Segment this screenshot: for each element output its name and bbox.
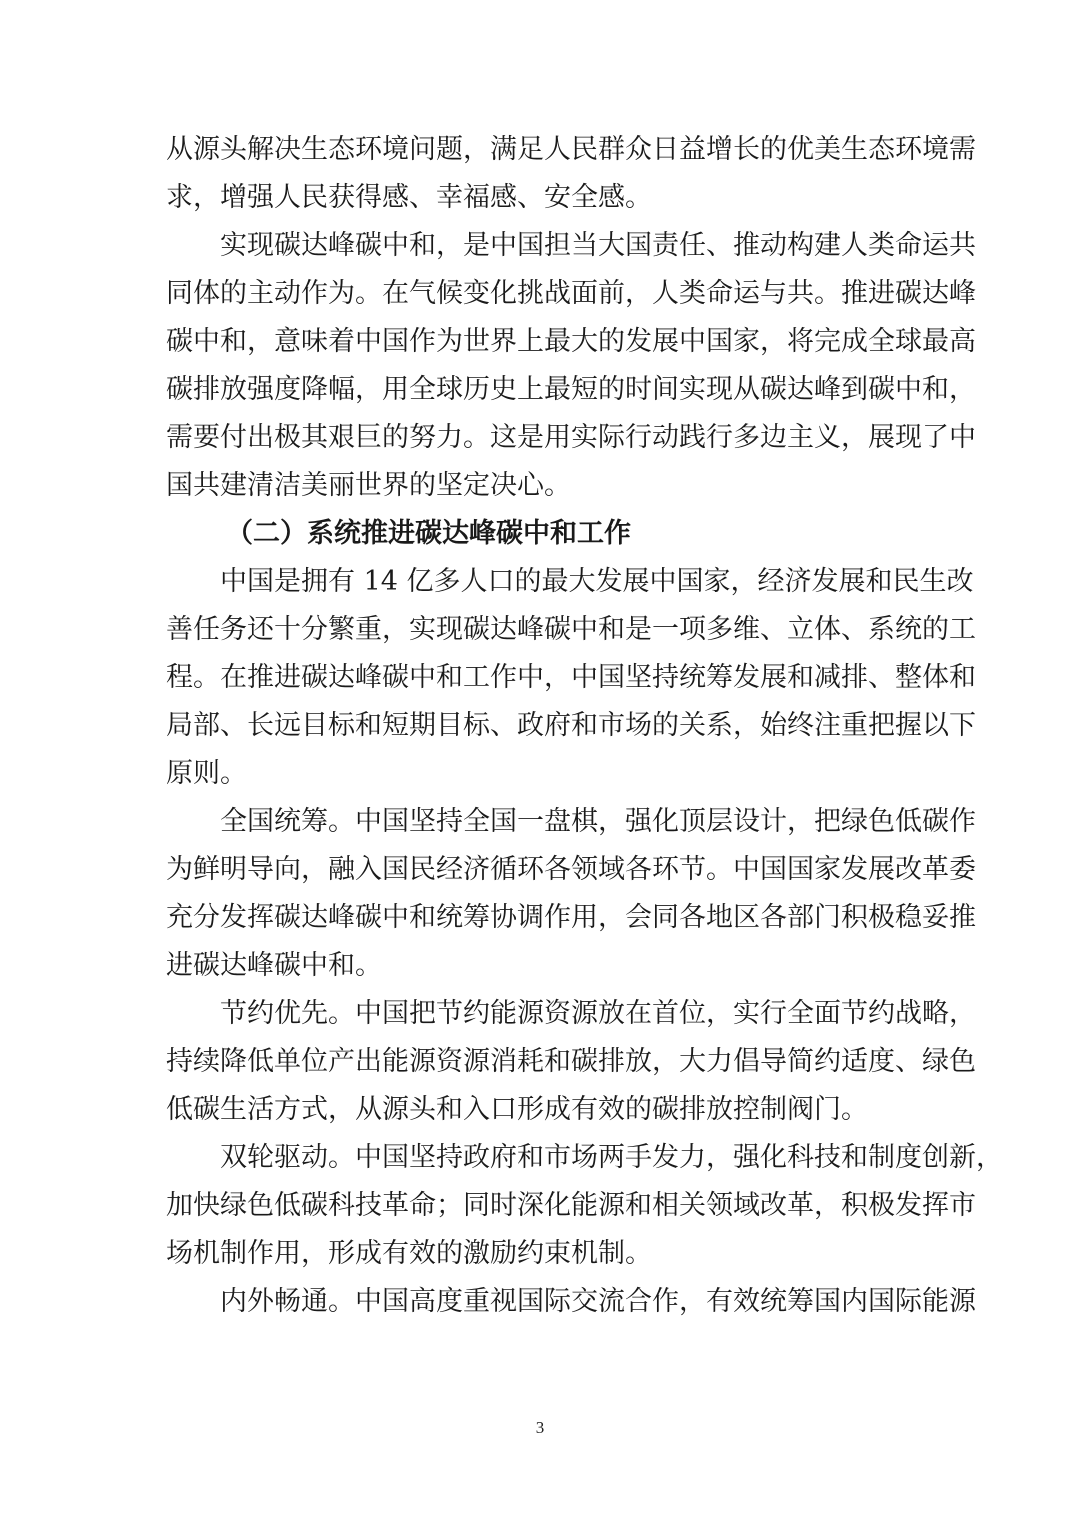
section-heading: （二）系统推进碳达峰碳中和工作	[226, 518, 631, 549]
paragraph-line: 国共建清洁美丽世界的坚定决心。	[166, 470, 571, 501]
paragraph-line: 局部、长远目标和短期目标、政府和市场的关系，始终注重把握以下	[166, 710, 976, 741]
paragraph-line: 程。在推进碳达峰碳中和工作中，中国坚持统筹发展和减排、整体和	[166, 662, 976, 693]
paragraph-line: 节约优先。中国把节约能源资源放在首位，实行全面节约战略，	[220, 998, 976, 1029]
paragraph-line: 充分发挥碳达峰碳中和统筹协调作用，会同各地区各部门积极稳妥推	[166, 902, 976, 933]
paragraph-line: 求，增强人民获得感、幸福感、安全感。	[166, 182, 652, 213]
paragraph-line: 持续降低单位产出能源资源消耗和碳排放，大力倡导简约适度、绿色	[166, 1046, 976, 1077]
paragraph-line: 实现碳达峰碳中和，是中国担当大国责任、推动构建人类命运共	[220, 230, 976, 261]
paragraph-line: 内外畅通。中国高度重视国际交流合作，有效统筹国内国际能源	[220, 1286, 976, 1317]
paragraph-line: 加快绿色低碳科技革命；同时深化能源和相关领域改革，积极发挥市	[166, 1190, 976, 1221]
paragraph-line: 同体的主动作为。在气候变化挑战面前，人类命运与共。推进碳达峰	[166, 278, 976, 309]
document-body	[166, 126, 1003, 1326]
paragraph-line: 低碳生活方式，从源头和入口形成有效的碳排放控制阀门。	[166, 1094, 868, 1125]
paragraph-line: 需要付出极其艰巨的努力。这是用实际行动践行多边主义，展现了中	[166, 422, 976, 453]
paragraph-line: 双轮驱动。中国坚持政府和市场两手发力，强化科技和制度创新，	[220, 1142, 1003, 1173]
paragraph-line: 全国统筹。中国坚持全国一盘棋，强化顶层设计，把绿色低碳作	[220, 806, 976, 837]
paragraph-line: 从源头解决生态环境问题，满足人民群众日益增长的优美生态环境需	[166, 134, 976, 165]
paragraph-line: 中国是拥有 14 亿多人口的最大发展中国家，经济发展和民生改	[220, 566, 974, 597]
page-number: 3	[535, 1418, 545, 1437]
paragraph-line: 进碳达峰碳中和。	[166, 950, 382, 981]
paragraph-line: 原则。	[166, 758, 247, 789]
paragraph-line: 场机制作用，形成有效的激励约束机制。	[166, 1238, 652, 1269]
paragraph-line: 善任务还十分繁重，实现碳达峰碳中和是一项多维、立体、系统的工	[166, 614, 976, 645]
paragraph-line: 为鲜明导向，融入国民经济循环各领域各环节。中国国家发展改革委	[166, 854, 976, 885]
paragraph-line: 碳中和，意味着中国作为世界上最大的发展中国家，将完成全球最高	[166, 326, 976, 357]
paragraph-line: 碳排放强度降幅，用全球历史上最短的时间实现从碳达峰到碳中和，	[166, 374, 976, 405]
